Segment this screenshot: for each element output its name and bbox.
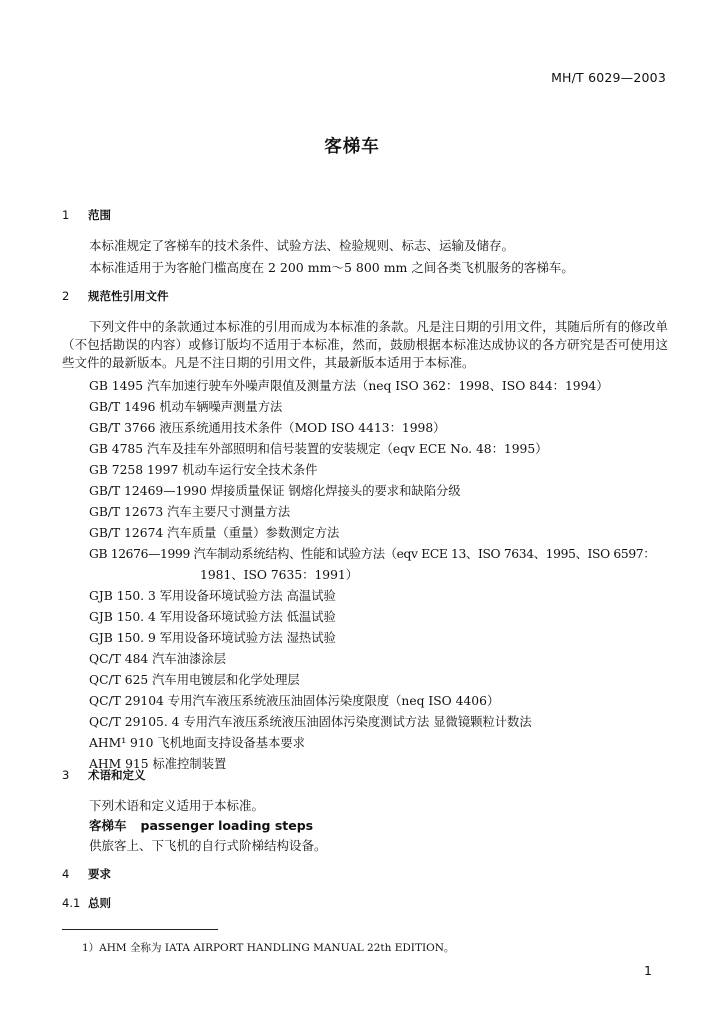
scope-line-1: 本标准规定了客梯车的技术条件、试验方法、检验规则、标志、运输及储存。 [89, 238, 515, 253]
section-title: 规范性引用文件 [88, 289, 169, 303]
reference-item: QC/T 625 汽车用电镀层和化学处理层 [89, 673, 300, 687]
reference-item: GB 1495 汽车加速行驶车外噪声限值及测量方法（neq ISO 362：1998、ISO 844：1994） [89, 379, 609, 393]
section-number: 3 [62, 768, 70, 782]
reference-item: GB/T 12469—1990 焊接质量保证 钢熔化焊接头的要求和缺陷分级 [89, 484, 461, 498]
section-title: 范围 [88, 208, 111, 222]
section-title: 术语和定义 [88, 768, 146, 782]
page-number: 1 [644, 963, 652, 978]
section-number: 4.1 [62, 896, 81, 910]
footnote: 1）AHM 全称为 IATA AIRPORT HANDLING MANUAL 22th EDITION。 [82, 942, 455, 954]
section-4-1-heading [62, 895, 111, 911]
section-3-heading [62, 767, 146, 783]
section-number: 1 [62, 208, 70, 222]
section-number: 4 [62, 867, 70, 881]
reference-item: GJB 150. 9 军用设备环境试验方法 湿热试验 [89, 631, 336, 645]
section-4-heading [62, 866, 111, 882]
reference-item: QC/T 484 汽车油漆涂层 [89, 652, 226, 666]
reference-item: GJB 150. 3 军用设备环境试验方法 高温试验 [89, 589, 336, 603]
reference-item: GB 4785 汽车及挂车外部照明和信号装置的安装规定（eqv ECE No. 48：1995） [89, 442, 548, 456]
reference-item: GB/T 3766 液压系统通用技术条件（MOD ISO 4413：1998） [89, 421, 446, 435]
term-entry [89, 816, 313, 834]
reference-item: GB 7258 1997 机动车运行安全技术条件 [89, 463, 318, 477]
reference-item-continuation: 1981、ISO 7635：1991） [200, 568, 359, 582]
footnote-divider [62, 929, 218, 930]
reference-item: QC/T 29104 专用汽车液压系统液压油固体污染度限度（neq ISO 4406） [89, 694, 500, 708]
reference-item: GJB 150. 4 军用设备环境试验方法 低温试验 [89, 610, 336, 624]
term-english: passenger loading steps [140, 818, 314, 833]
reference-item: GB/T 12673 汽车主要尺寸测量方法 [89, 505, 291, 519]
section-title: 要求 [88, 867, 111, 881]
section-title: 总则 [88, 896, 111, 910]
section-number: 2 [62, 289, 70, 303]
reference-item: QC/T 29105. 4 专用汽车液压系统液压油固体污染度测试方法 显微镜颗粒计数法 [89, 715, 532, 729]
reference-item: GB/T 12674 汽车质量（重量）参数测定方法 [89, 526, 340, 540]
scope-line-2: 本标准适用于为客舱门槛高度在 2 200 mm～5 800 mm 之间各类飞机服务的客梯车。 [89, 260, 574, 275]
reference-item: GB 12676—1999 汽车制动系统结构、性能和试验方法（eqv ECE 13、ISO 7634、1995、ISO 6597： [89, 547, 656, 561]
reference-item: GB/T 1496 机动车辆噪声测量方法 [89, 400, 283, 414]
document-title: 客梯车 [324, 137, 380, 157]
normative-intro-paragraph: 下列文件中的条款通过本标准的引用而成为本标准的条款。凡是注日期的引用文件，其随后所有的修改单（不包括勘误的内容）或修订版均不适用于本标准，然而，鼓励根据本标准达成协议的各方研究是否可使用这些文件的最新版本。凡是不注日期的引用文件，其最新版本适用于本标准。 [62, 319, 668, 370]
reference-item: AHM 915 标准控制装置 [89, 757, 227, 771]
term-chinese: 客梯车 [89, 818, 127, 833]
term-definition: 供旅客上、下飞机的自行式阶梯结构设备。 [89, 838, 327, 853]
reference-item: AHM¹ 910 飞机地面支持设备基本要求 [89, 736, 305, 750]
terms-intro: 下列术语和定义适用于本标准。 [89, 798, 265, 813]
section-2-heading [62, 288, 169, 304]
standard-number: MH/T 6029—2003 [551, 70, 666, 85]
section-1-heading [62, 207, 111, 223]
